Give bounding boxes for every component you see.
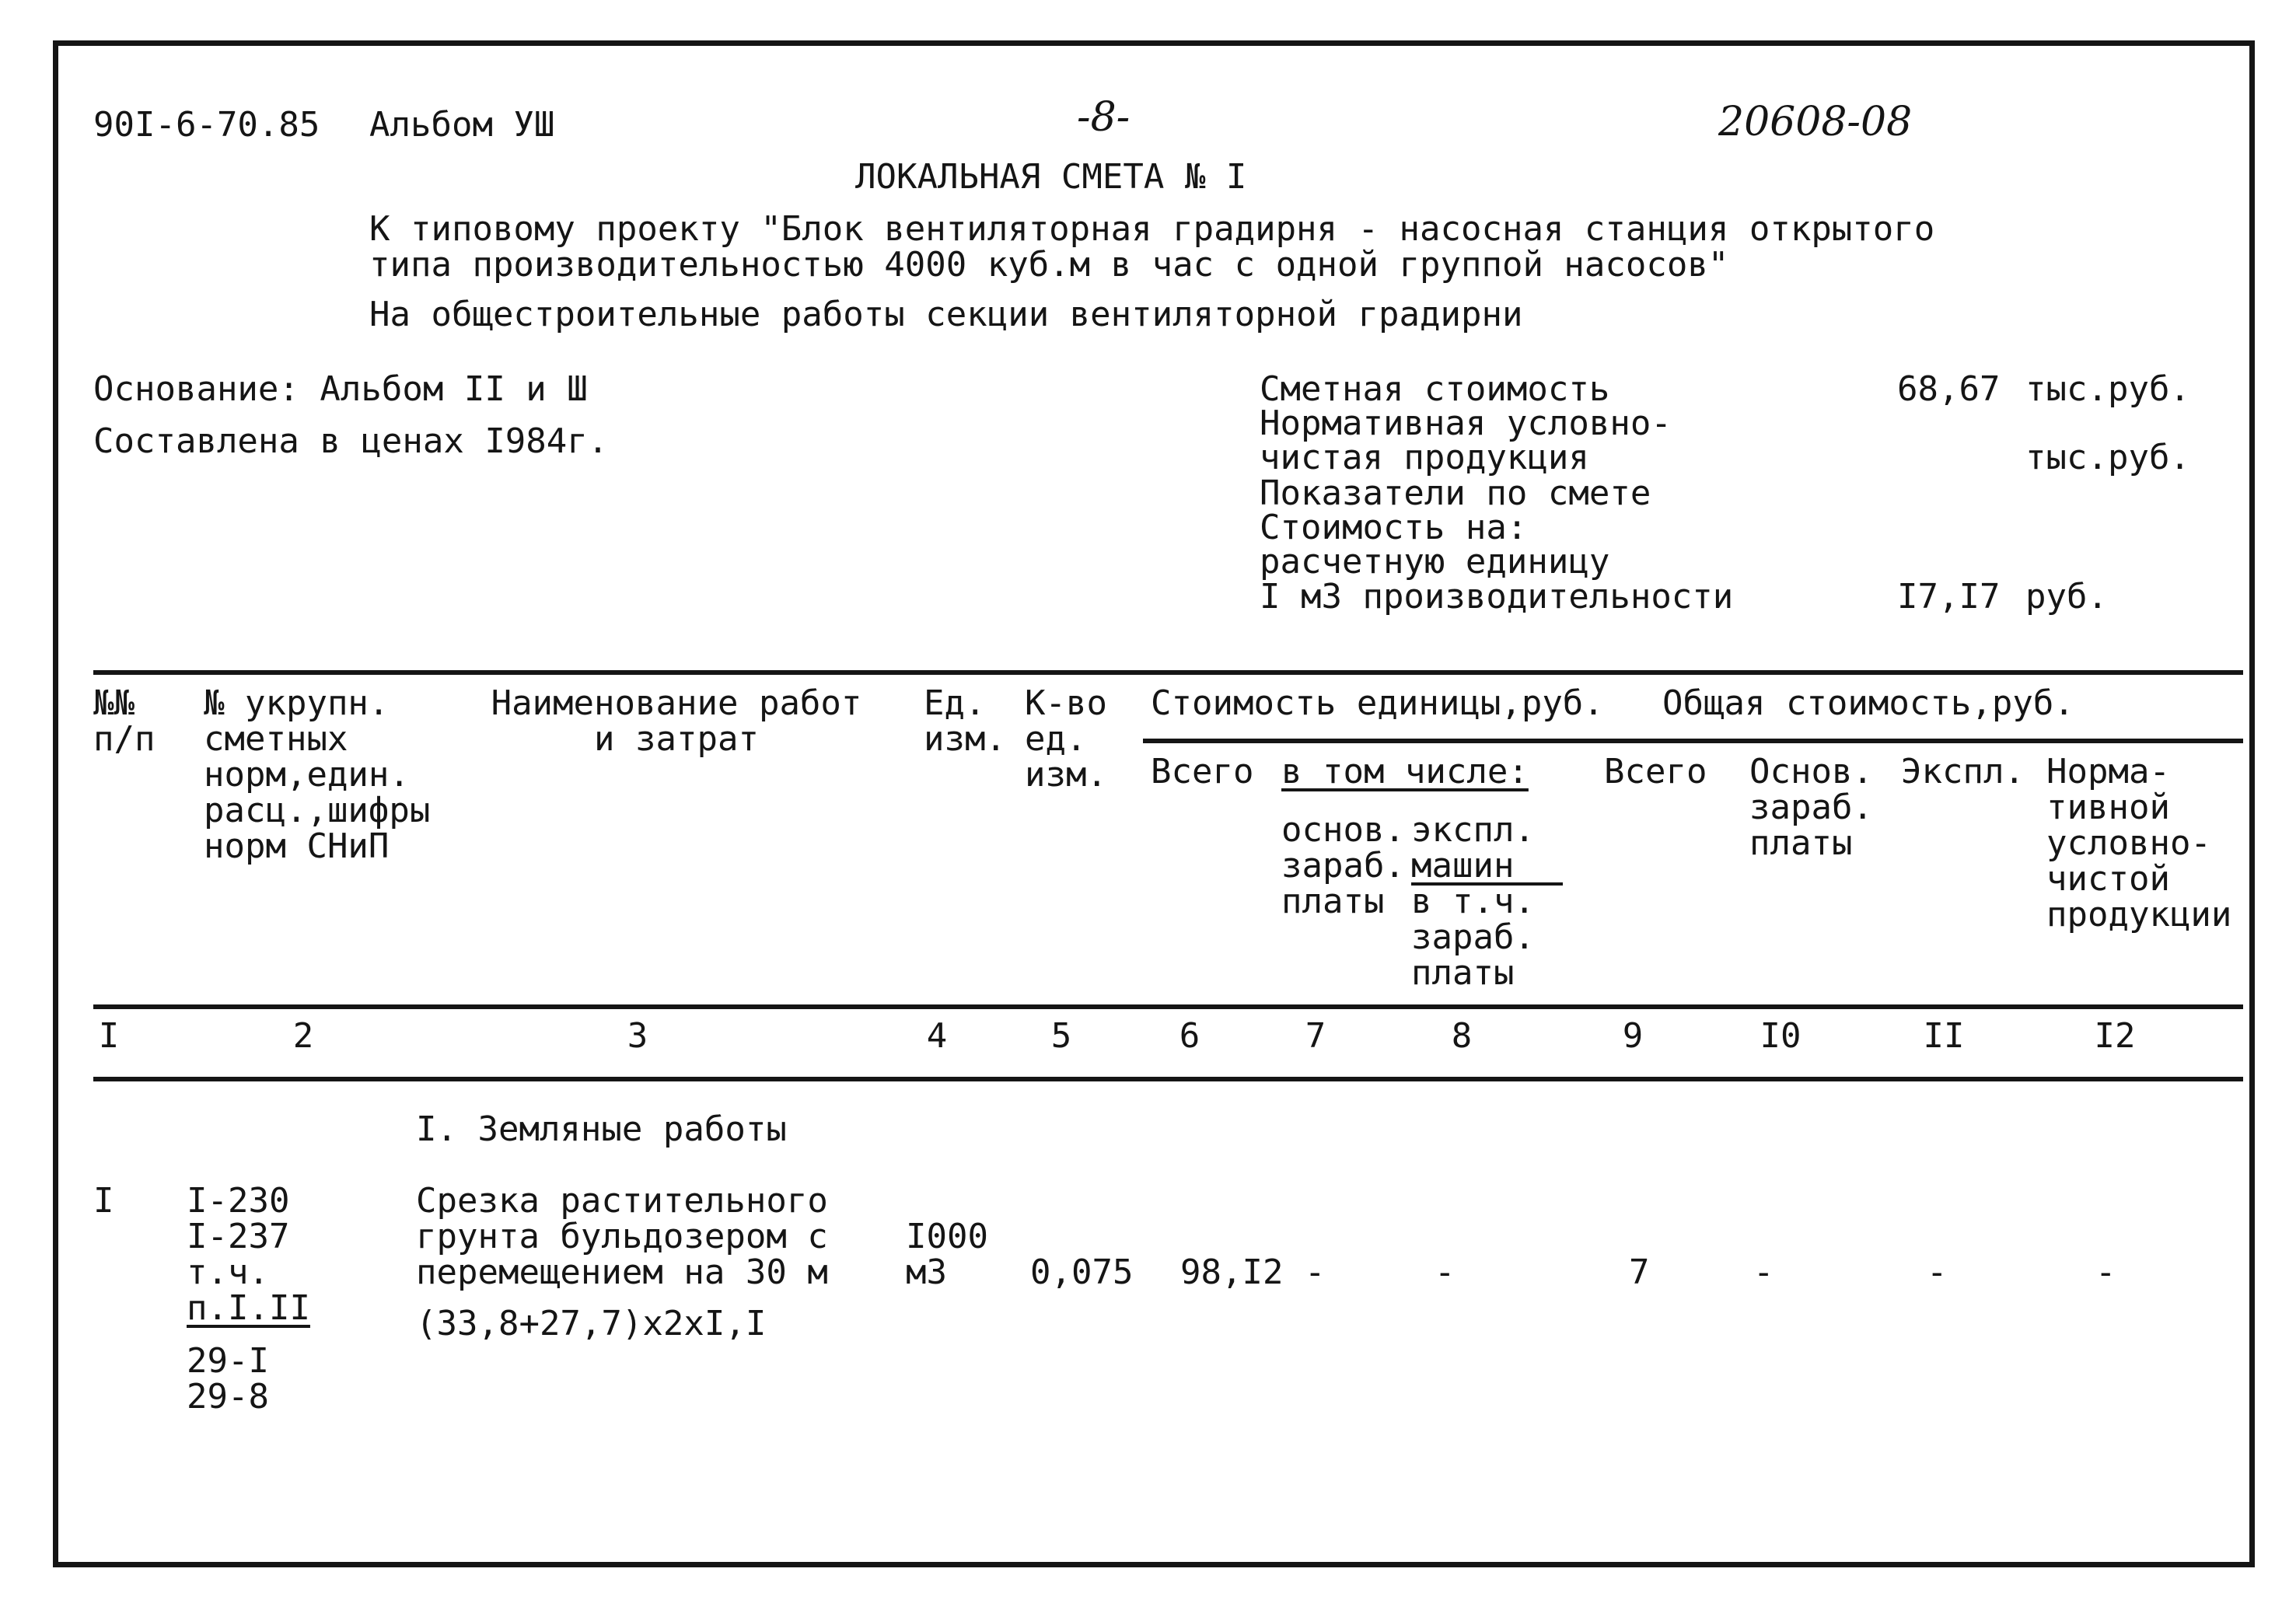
productivity-value: I7,I7 xyxy=(1897,577,2001,617)
prices-label: Составлена в ценах I984г. xyxy=(93,421,609,461)
header-col-8-c: в т.ч. зараб. платы xyxy=(1411,882,1535,993)
column-number-8: 8 xyxy=(1451,1016,1473,1056)
column-number-10: I0 xyxy=(1760,1016,1802,1056)
header-col-1: №№ п/п xyxy=(93,683,156,759)
column-number-6: 6 xyxy=(1179,1016,1200,1056)
row-number: I xyxy=(93,1181,114,1221)
project-line-1: К типовому проекту "Блок вентиляторная градирня - насосная станция открытого xyxy=(369,209,1935,249)
header-col-5: К-во ед. изм. xyxy=(1025,683,1107,795)
cost-per-label: Стоимость на: xyxy=(1260,508,1528,547)
header-col-6: Всего xyxy=(1151,752,1254,791)
header-col-7: основ. зараб. платы xyxy=(1281,810,1405,921)
table-top-rule xyxy=(93,670,2243,675)
header-bottom-rule xyxy=(93,1004,2243,1009)
row-total-wage: - xyxy=(1753,1252,1774,1292)
column-number-9: 9 xyxy=(1622,1016,1644,1056)
column-number-11: II xyxy=(1923,1016,1965,1056)
section-title: I. Земляные работы xyxy=(416,1109,787,1149)
header-col-4: Ед. изм. xyxy=(924,683,1006,759)
column-number-5: 5 xyxy=(1050,1016,1072,1056)
column-number-2: 2 xyxy=(292,1016,314,1056)
estimated-cost-label: Сметная стоимость xyxy=(1260,369,1610,409)
header-col-3: Наименование работ и затрат xyxy=(491,683,862,759)
productivity-unit: руб. xyxy=(2025,577,2108,617)
row-total: 7 xyxy=(1629,1252,1650,1292)
calc-unit-label: расчетную единицу xyxy=(1260,542,1610,582)
header-col-8-a: экспл. xyxy=(1411,810,1535,850)
header-col-10: Основ. зараб. платы xyxy=(1749,752,1873,863)
row-description: Срезка растительного грунта бульдозером с перемещением на 30 м xyxy=(416,1181,828,1292)
normative-label-1: Нормативная условно- xyxy=(1260,403,1672,443)
works-line: На общестроительные работы секции вентиляторной градирни xyxy=(369,295,1523,334)
column-number-12: I2 xyxy=(2094,1016,2136,1056)
estimated-cost-value: 68,67 xyxy=(1897,369,2001,409)
header-col-12: Норма- тивной условно- чистой продукции xyxy=(2046,752,2232,935)
estimated-cost-unit: тыс.руб. xyxy=(2025,369,2190,409)
row-total-machine: - xyxy=(1927,1252,1948,1292)
document-number: 20608-08 xyxy=(1718,99,1913,145)
row-norms-top: I-230 I-237 т.ч. xyxy=(187,1181,290,1292)
productivity-label: I м3 производительности xyxy=(1260,577,1734,617)
header-col-8-b: машин xyxy=(1411,846,1515,886)
header-col-2: № укрупн. сметных норм,един. расц.,шифры норм СНиП xyxy=(204,683,431,866)
row-total-normative: - xyxy=(2095,1252,2116,1292)
document-title: ЛОКАЛЬНАЯ СМЕТА № I xyxy=(855,157,1247,197)
header-col-9: Всего xyxy=(1604,752,1707,791)
column-number-7: 7 xyxy=(1305,1016,1326,1056)
column-number-4: 4 xyxy=(926,1016,948,1056)
document-code: 90I-6-70.85 xyxy=(93,105,320,145)
header-unit-cost-group: Стоимость единицы,руб. xyxy=(1151,683,1604,723)
normative-unit: тыс.руб. xyxy=(2025,438,2190,477)
row-unit-total: 98,I2 xyxy=(1180,1252,1284,1292)
row-norms-bottom: 29-I 29-8 xyxy=(187,1341,269,1417)
row-formula: (33,8+27,7)x2xI,I xyxy=(416,1304,767,1343)
header-including: в том числе: xyxy=(1281,752,1529,791)
project-line-2: типа производительностью 4000 куб.м в час с одной группой насосов" xyxy=(369,245,1729,285)
basis-label: Основание: Альбом II и Ш xyxy=(93,369,588,409)
group-header-rule xyxy=(1143,739,2243,743)
row-quantity: 0,075 xyxy=(1030,1252,1134,1292)
normative-label-2: чистая продукция xyxy=(1260,438,1589,477)
column-number-3: 3 xyxy=(627,1016,648,1056)
row-unit: I000 м3 xyxy=(906,1217,988,1292)
row-norms-underlined: п.I.II xyxy=(187,1288,310,1328)
indicators-label: Показатели по смете xyxy=(1260,473,1651,513)
header-total-cost-group: Общая стоимость,руб. xyxy=(1662,683,2074,723)
header-col-11: Экспл. xyxy=(1901,752,2025,791)
column-numbers-rule xyxy=(93,1077,2243,1081)
row-unit-machine: - xyxy=(1435,1252,1456,1292)
row-unit-wage: - xyxy=(1305,1252,1326,1292)
column-number-1: I xyxy=(98,1016,120,1056)
page-number: -8- xyxy=(1077,94,1131,141)
album-label: Альбом УШ xyxy=(369,105,555,145)
